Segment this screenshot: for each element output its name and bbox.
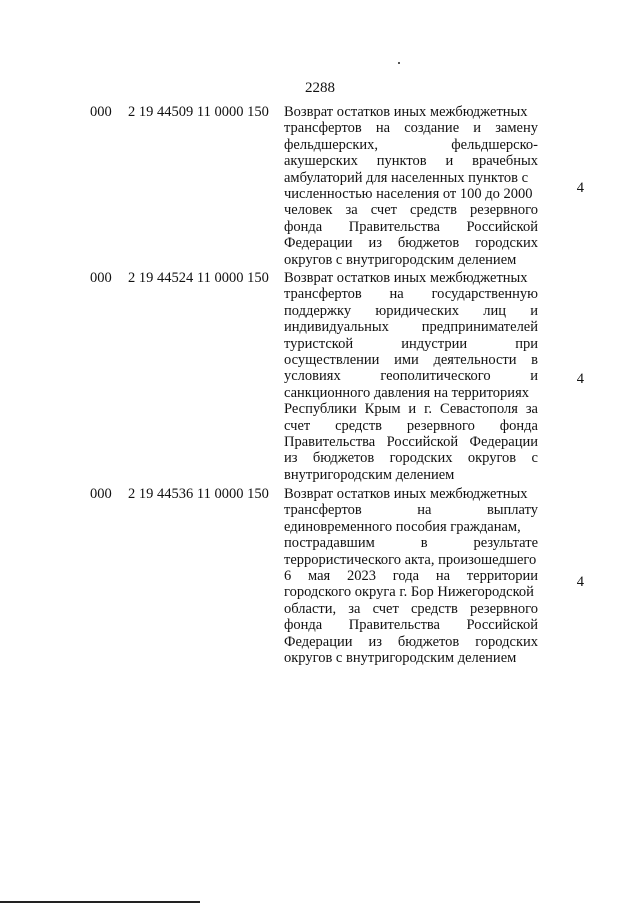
description-line: городского округа г. Бор Нижегородской xyxy=(284,584,534,601)
row-amount: 4 xyxy=(576,371,584,387)
table-row xyxy=(0,104,640,270)
description-line: области, за счет средств резервного xyxy=(284,600,538,617)
description-line: счет средств резервного фонда xyxy=(284,417,538,434)
kbk-code: 2 19 44536 11 0000 150 xyxy=(128,486,269,502)
description-line: Возврат остатков иных межбюджетных xyxy=(284,270,528,286)
description-line: человек за счет средств резервного xyxy=(284,202,538,219)
description-line: террористического акта, произошедшего xyxy=(284,551,537,568)
row-description xyxy=(284,104,538,268)
description-line: Возврат остатков иных межбюджетных xyxy=(284,104,528,120)
page-bottom-rule xyxy=(0,901,200,903)
row-amount: 4 xyxy=(576,574,584,590)
description-line: трансфертов на создание и замену xyxy=(284,120,538,137)
admin-code: 000 xyxy=(90,104,112,120)
scan-speck xyxy=(398,62,400,64)
description-line: округов с внутригородским делением xyxy=(284,650,517,667)
description-line: численностью населения от 100 до 2000 xyxy=(284,186,533,203)
description-line: осуществлении ими деятельности в xyxy=(284,352,538,369)
kbk-code: 2 19 44509 11 0000 150 xyxy=(128,104,269,120)
description-line: фонда Правительства Российской xyxy=(284,617,538,634)
page-number: 2288 xyxy=(305,80,335,96)
table-row xyxy=(0,486,640,672)
description-line: Республики Крым и г. Севастополя за xyxy=(284,401,538,418)
description-line: поддержку юридических лиц и xyxy=(284,302,538,319)
description-line: условиях геополитического и xyxy=(284,368,538,385)
description-line: индивидуальных предпринимателей xyxy=(284,319,538,336)
admin-code: 000 xyxy=(90,486,112,502)
description-line: туристской индустрии при xyxy=(284,335,538,352)
description-line: санкционного давления на территориях xyxy=(284,384,529,401)
description-line: Федерации из бюджетов городских xyxy=(284,633,538,650)
description-line: фонда Правительства Российской xyxy=(284,218,538,235)
kbk-code: 2 19 44524 11 0000 150 xyxy=(128,270,269,286)
description-line: Федерации из бюджетов городских xyxy=(284,235,538,252)
description-line: трансфертов на выплату xyxy=(284,502,538,519)
description-line: акушерских пунктов и врачебных xyxy=(284,153,538,170)
row-description xyxy=(284,270,538,483)
row-description xyxy=(284,486,538,666)
description-line: пострадавшим в результате xyxy=(284,535,538,552)
admin-code: 000 xyxy=(90,270,112,286)
description-line: округов с внутригородским делением xyxy=(284,251,517,268)
description-line: из бюджетов городских округов с xyxy=(284,450,538,467)
description-line: фельдшерских, фельдшерско- xyxy=(284,136,538,153)
description-line: трансфертов на государственную xyxy=(284,286,538,303)
description-line: внутригородским делением xyxy=(284,466,455,483)
description-line: Правительства Российской Федерации xyxy=(284,434,538,451)
description-line: амбулаторий для населенных пунктов с xyxy=(284,169,529,186)
description-line: 6 мая 2023 года на территории xyxy=(284,568,538,585)
description-line: Возврат остатков иных межбюджетных xyxy=(284,486,528,502)
row-amount: 4 xyxy=(576,180,584,196)
description-line: единовременного пособия гражданам, xyxy=(284,518,521,535)
table-row xyxy=(0,270,640,486)
